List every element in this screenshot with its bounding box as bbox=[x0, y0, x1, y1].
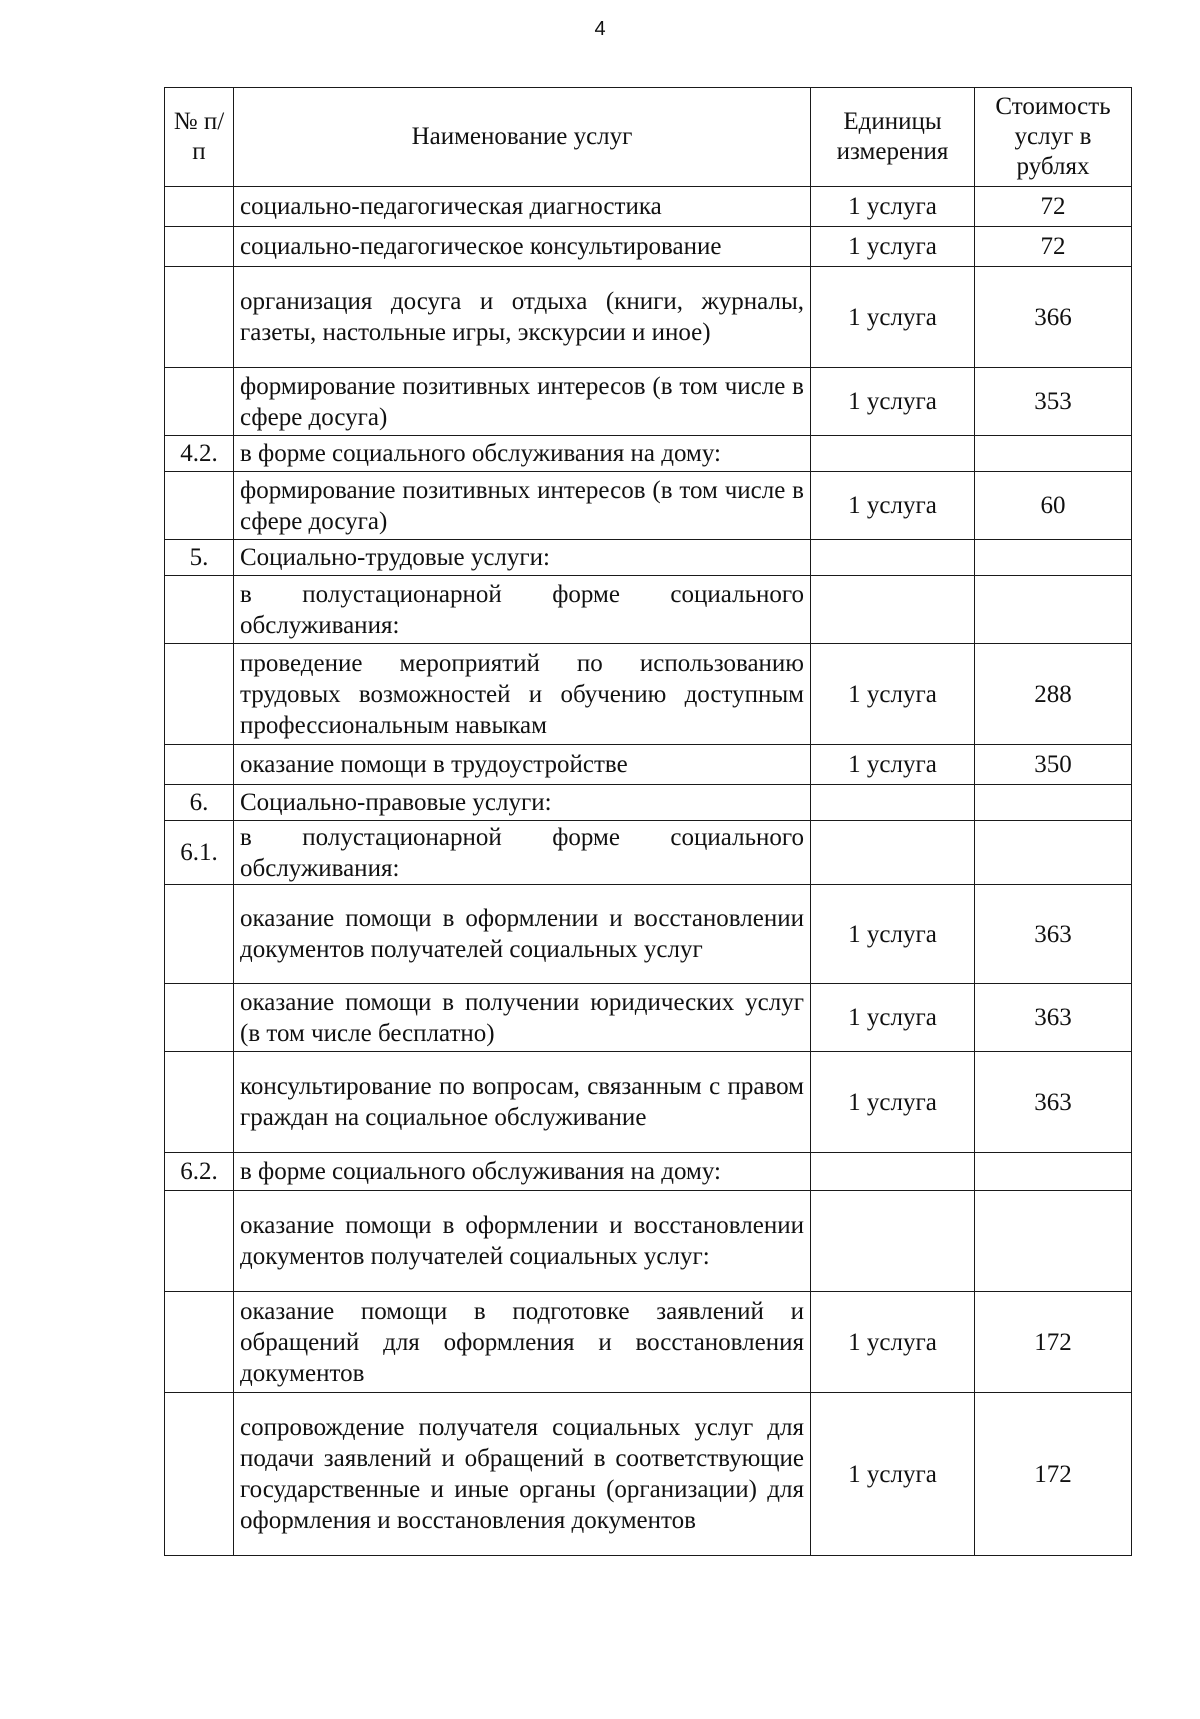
row-number bbox=[165, 267, 234, 368]
table-row bbox=[165, 267, 1132, 368]
row-number bbox=[165, 745, 234, 785]
header-unit: Единицы измерения bbox=[811, 88, 975, 187]
page-number: 4 bbox=[594, 18, 606, 40]
service-name: формирование позитивных интересов (в том числе в сфере досуга) bbox=[234, 472, 811, 540]
service-name: в форме социального обслуживания на дому: bbox=[234, 1153, 811, 1191]
price-cell bbox=[975, 1191, 1132, 1292]
unit-cell bbox=[811, 540, 975, 576]
unit-cell bbox=[811, 436, 975, 472]
service-name: в полустационарной форме социального обслуживания: bbox=[234, 576, 811, 644]
service-name: сопровождение получателя социальных услуг для подачи заявлений и обращений в соответствующие государственные и иные органы (организации) для оформления и восстановления документов bbox=[234, 1393, 811, 1556]
table-row bbox=[165, 644, 1132, 745]
service-name: социально-педагогическая диагностика bbox=[234, 187, 811, 227]
services-price-table bbox=[164, 87, 1132, 1556]
service-name: оказание помощи в оформлении и восстановлении документов получателей социальных услуг: bbox=[234, 1191, 811, 1292]
service-name: организация досуга и отдыха (книги, журналы, газеты, настольные игры, экскурсии и иное) bbox=[234, 267, 811, 368]
price-cell: 353 bbox=[975, 368, 1132, 436]
table-row bbox=[165, 984, 1132, 1052]
table-row bbox=[165, 1393, 1132, 1556]
price-cell bbox=[975, 540, 1132, 576]
header-service-name: Наименование услуг bbox=[234, 88, 811, 187]
row-number: 6.1. bbox=[165, 821, 234, 885]
service-name: в форме социального обслуживания на дому: bbox=[234, 436, 811, 472]
price-cell bbox=[975, 785, 1132, 821]
service-name: проведение мероприятий по использованию трудовых возможностей и обучению доступным профессиональным навыкам bbox=[234, 644, 811, 745]
price-cell: 363 bbox=[975, 1052, 1132, 1153]
unit-cell: 1 услуга bbox=[811, 644, 975, 745]
unit-cell: 1 услуга bbox=[811, 472, 975, 540]
price-cell: 366 bbox=[975, 267, 1132, 368]
price-cell: 60 bbox=[975, 472, 1132, 540]
table-row bbox=[165, 1191, 1132, 1292]
table-row bbox=[165, 745, 1132, 785]
service-name: социально-педагогическое консультирование bbox=[234, 227, 811, 267]
row-number bbox=[165, 1393, 234, 1556]
unit-cell: 1 услуга bbox=[811, 1292, 975, 1393]
price-cell bbox=[975, 1153, 1132, 1191]
service-name: консультирование по вопросам, связанным с правом граждан на социальное обслуживание bbox=[234, 1052, 811, 1153]
service-name: Социально-трудовые услуги: bbox=[234, 540, 811, 576]
table-row bbox=[165, 785, 1132, 821]
row-number bbox=[165, 1191, 234, 1292]
unit-cell: 1 услуга bbox=[811, 187, 975, 227]
table-row bbox=[165, 227, 1132, 267]
table-row bbox=[165, 1052, 1132, 1153]
row-number bbox=[165, 1052, 234, 1153]
unit-cell bbox=[811, 785, 975, 821]
service-name: оказание помощи в трудоустройстве bbox=[234, 745, 811, 785]
table-row bbox=[165, 576, 1132, 644]
unit-cell: 1 услуга bbox=[811, 368, 975, 436]
row-number bbox=[165, 885, 234, 984]
unit-cell: 1 услуга bbox=[811, 745, 975, 785]
row-number bbox=[165, 984, 234, 1052]
table-row bbox=[165, 540, 1132, 576]
table-header-row bbox=[165, 88, 1132, 187]
service-name: в полустационарной форме социального обслуживания: bbox=[234, 821, 811, 885]
price-cell: 172 bbox=[975, 1393, 1132, 1556]
table-row bbox=[165, 368, 1132, 436]
table-row bbox=[165, 187, 1132, 227]
row-number: 4.2. bbox=[165, 436, 234, 472]
header-number: № п/п bbox=[165, 88, 234, 187]
row-number: 6.2. bbox=[165, 1153, 234, 1191]
price-cell: 363 bbox=[975, 984, 1132, 1052]
row-number bbox=[165, 576, 234, 644]
price-cell: 172 bbox=[975, 1292, 1132, 1393]
row-number bbox=[165, 472, 234, 540]
row-number bbox=[165, 368, 234, 436]
table-row bbox=[165, 436, 1132, 472]
price-cell: 363 bbox=[975, 885, 1132, 984]
service-name: Социально-правовые услуги: bbox=[234, 785, 811, 821]
price-cell: 72 bbox=[975, 227, 1132, 267]
unit-cell bbox=[811, 576, 975, 644]
unit-cell: 1 услуга bbox=[811, 1393, 975, 1556]
price-cell: 350 bbox=[975, 745, 1132, 785]
unit-cell: 1 услуга bbox=[811, 885, 975, 984]
row-number bbox=[165, 1292, 234, 1393]
header-price: Стоимость услуг в рублях bbox=[975, 88, 1132, 187]
table-row bbox=[165, 885, 1132, 984]
unit-cell: 1 услуга bbox=[811, 984, 975, 1052]
price-cell bbox=[975, 436, 1132, 472]
table-row bbox=[165, 1153, 1132, 1191]
service-name: формирование позитивных интересов (в том числе в сфере досуга) bbox=[234, 368, 811, 436]
unit-cell: 1 услуга bbox=[811, 227, 975, 267]
unit-cell bbox=[811, 1153, 975, 1191]
table-row bbox=[165, 472, 1132, 540]
unit-cell: 1 услуга bbox=[811, 267, 975, 368]
unit-cell: 1 услуга bbox=[811, 1052, 975, 1153]
row-number bbox=[165, 644, 234, 745]
table-row bbox=[165, 1292, 1132, 1393]
unit-cell bbox=[811, 1191, 975, 1292]
table-row bbox=[165, 821, 1132, 885]
service-name: оказание помощи в получении юридических услуг (в том числе бесплатно) bbox=[234, 984, 811, 1052]
row-number bbox=[165, 227, 234, 267]
price-cell bbox=[975, 576, 1132, 644]
row-number bbox=[165, 187, 234, 227]
price-cell: 288 bbox=[975, 644, 1132, 745]
row-number: 5. bbox=[165, 540, 234, 576]
price-cell: 72 bbox=[975, 187, 1132, 227]
price-cell bbox=[975, 821, 1132, 885]
unit-cell bbox=[811, 821, 975, 885]
service-name: оказание помощи в оформлении и восстановлении документов получателей социальных услуг bbox=[234, 885, 811, 984]
row-number: 6. bbox=[165, 785, 234, 821]
service-name: оказание помощи в подготовке заявлений и обращений для оформления и восстановления документов bbox=[234, 1292, 811, 1393]
